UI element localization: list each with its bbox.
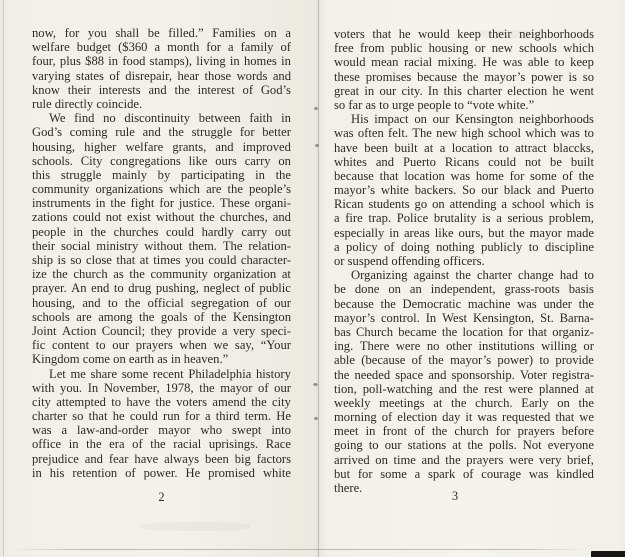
text-line: because the Democratic machine was under the [334,296,594,311]
text-line: people in the churches could hardly carry out [32,224,291,239]
text-line: able (because of the mayor’s power) to provide [334,353,594,368]
text-line: bas Church became the location for that organiz- [334,324,594,339]
text-line: Let me share some recent Philadelphia history [49,366,291,381]
text-line: but for some a spark of courage was kindled [334,466,594,481]
text-line: now, for you shall be filled.” Families on a [32,26,291,40]
text-line: weekly meetings at the church. Early on the [334,395,594,410]
text-line: varying states of disrepair, hear those words and [32,68,291,83]
text-line: city attempted to have the voters amend the city [32,394,291,409]
text-line: voters that he would keep their neighborhoods [334,27,594,41]
staple-mark [315,144,319,147]
text-line: have been built at a location to attract blaccks, [334,140,594,155]
text-line: ing. There were no other institutions willing or [334,339,594,354]
text-line: going to our stations at the polls. Not everyone [334,438,594,453]
text-line: God’s coming rule and the struggle for better [32,125,291,140]
text-line: Joint Action Council; they provide a very speci- [32,323,291,338]
text-line: a fire trap. Police brutality is a serious problem, [334,211,594,226]
text-line: whites and Puerto Ricans could not be built [334,154,594,169]
right-page-number: 3 [451,489,459,503]
scan-smudge [140,522,250,531]
text-line: ize the church as the community organization at [32,267,291,282]
text-line: there. [334,481,363,495]
text-line: because that location was home for some of the [334,168,594,183]
text-line: Rican students go on attending a school which is [334,197,594,212]
page-bottom-edge-line [12,549,587,550]
text-line: arrived on time and the prayers were very brief, [334,452,594,467]
page-edge-line [3,0,4,557]
text-line: instruments in the fight for justice. These organi- [32,196,291,211]
text-line: ship is so close that at times you could character- [32,253,291,267]
text-line: especially in areas like ours, but the mayor made [334,225,594,240]
right-page-text [334,27,594,495]
text-line: was often felt. The new high school which was to [334,126,594,141]
text-line: was a law-and-order mayor who swept into [32,423,291,438]
text-line: so far as to urge people to “vote white.” [334,97,535,112]
text-line: community organizations which are the people’s [32,182,291,197]
text-line: be done on an independent, grass-roots basis [334,282,594,297]
binding-gutter-line [318,0,319,557]
text-line: welfare budget ($360 a month for a family of [32,40,291,55]
text-line: prejudice and fear have always been big factors [32,451,291,466]
text-line: meet in front of the church for prayers before [334,424,594,439]
text-line: this struggle mainly by participating in the [32,167,291,182]
text-line: housing, and to the official segregation of our [32,295,291,310]
text-line: or suspend offending officers. [334,254,485,268]
text-line: Kingdom come on earth as in heaven.” [32,352,229,367]
text-line: tion, poll-watching and the rest were planned at [334,381,594,396]
scan-corner-mark [591,551,625,557]
text-line: office in the era of the racial uprisings. Race [32,437,291,452]
text-line: We find no discontinuity between faith in [49,111,291,126]
text-line: charter so that he could run for a third term. He [32,409,291,424]
text-line: prayer. An end to drug pushing, neglect of public [32,281,291,296]
text-line: fic content to our prayers when we say, “Your [32,338,291,353]
text-line: with you. In November, 1978, the mayor of our [32,380,291,395]
left-page-text [32,26,291,480]
text-line: rule directly coincide. [32,96,143,111]
text-line: four, plus $88 in food stamps), living in homes in [32,54,291,69]
text-line: Organizing against the charter change had to [351,268,594,283]
staple-mark [314,107,318,110]
text-line: mayor’s control. In West Kensington, St. Barna- [334,310,594,325]
text-line: morning of election day it was requested that we [334,410,594,425]
text-line: the needed space and sponsorship. Voter registra- [334,367,594,382]
text-line: these promises because the mayor’s power is so [334,69,594,84]
text-line: housing, higher welfare grants, and improved [32,139,291,154]
text-line: schools. City congregations like ours carry on [32,153,291,168]
text-line: schools are among the goals of the Kensington [32,309,291,324]
text-line: their social ministry without them. The relation- [32,238,291,253]
text-line: would mean racial mixing. He was able to keep [334,55,594,70]
text-line: mayor’s white backers. So our black and Puerto [334,183,594,198]
text-line: a policy of doing nothing publicly to discipline [334,239,594,254]
staple-mark [313,383,318,386]
text-line: great in our city. In this charter election he went [334,83,594,98]
text-line: zations could not exist without the churches, and [32,210,291,225]
text-line: in his retention of power. He promised white [32,465,291,480]
text-line: know their interests and the interest of God’s [32,82,291,97]
staple-mark [314,417,318,420]
text-line: free from public housing or new schools which [334,41,594,56]
text-line: His impact on our Kensington neighborhoods [351,112,594,127]
left-page-number: 2 [158,490,165,504]
